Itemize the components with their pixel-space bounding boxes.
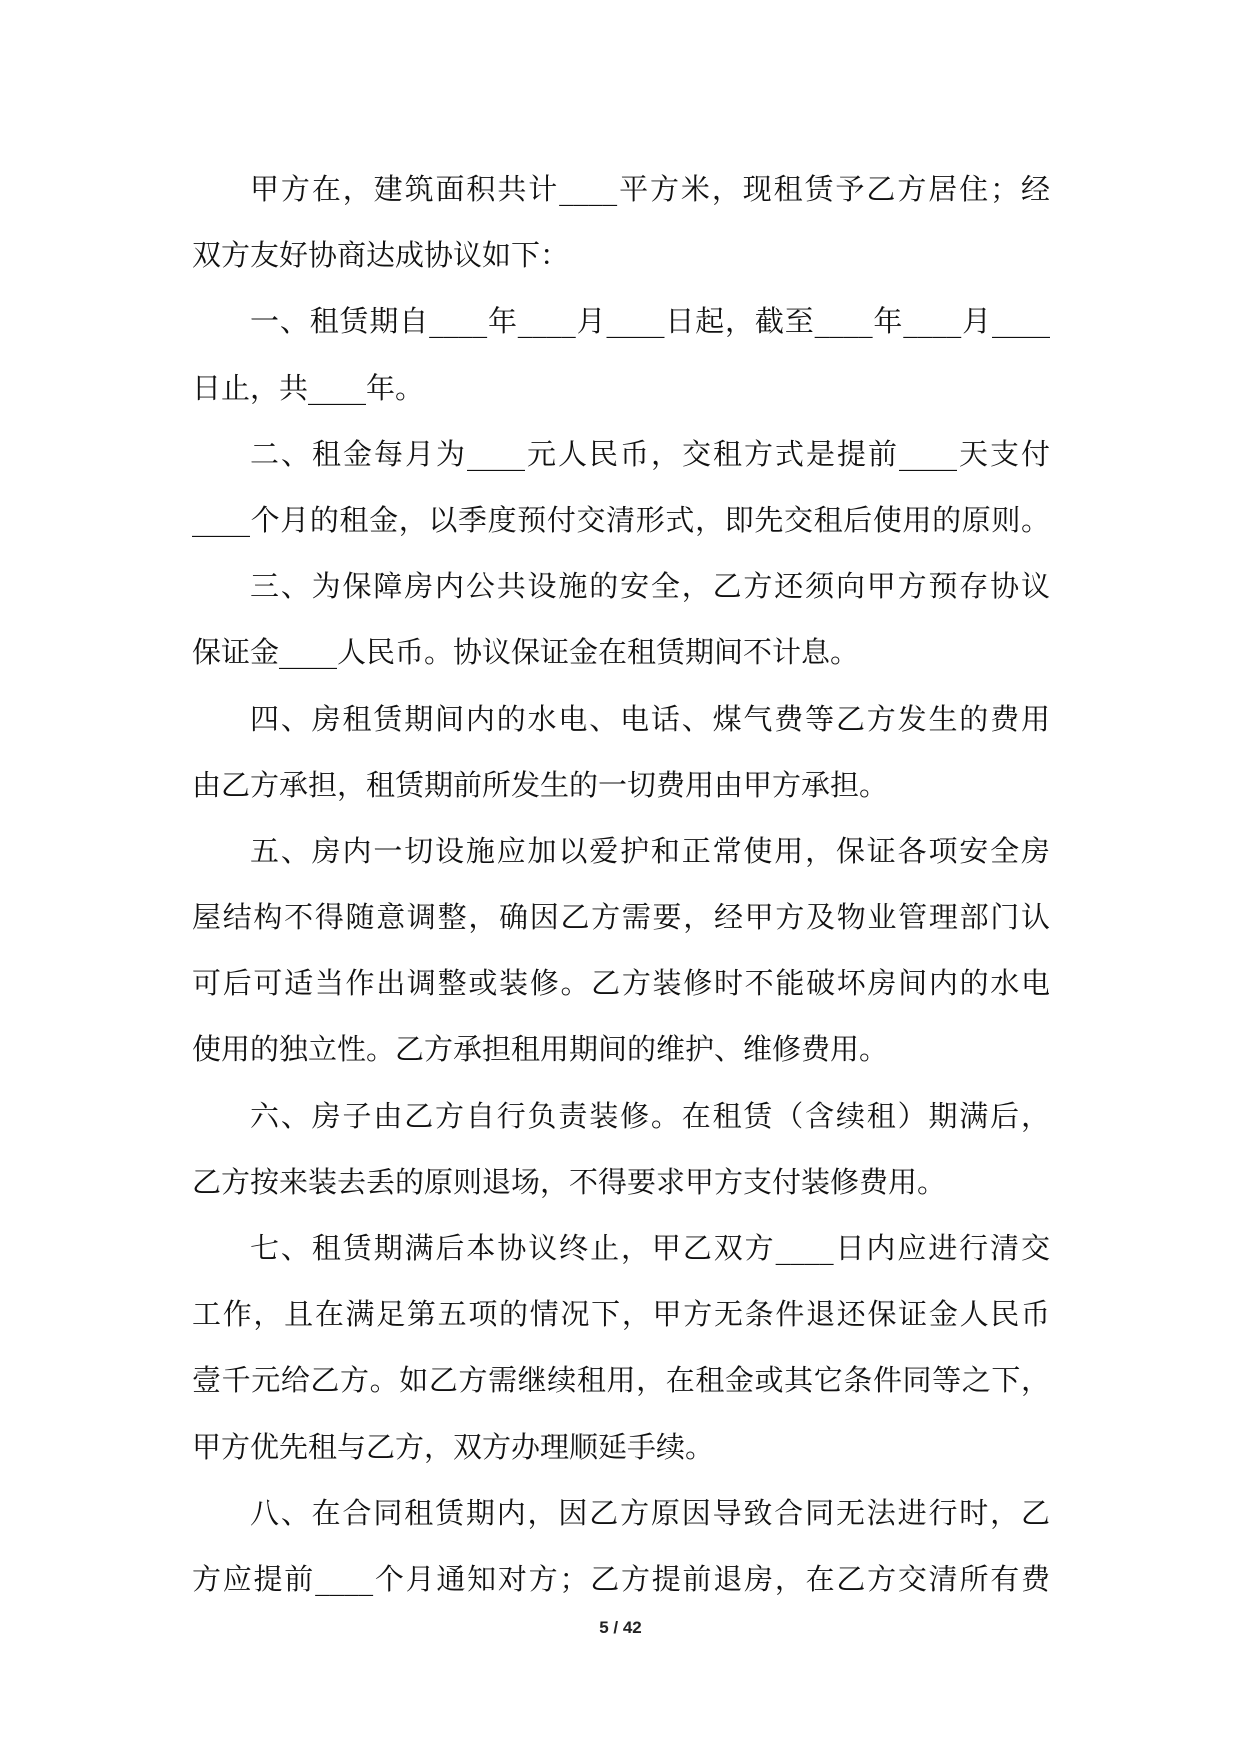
text-line: 壹千元给乙方。如乙方需继续租用，在租金或其它条件同等之下， bbox=[192, 1363, 1050, 1398]
text-line: 双方友好协商达成协议如下： bbox=[192, 238, 570, 273]
text-line: 由乙方承担，租赁期前所发生的一切费用由甲方承担。 bbox=[192, 767, 889, 802]
text-line: 四、房租赁期间内的水电、电话、煤气费等乙方发生的费用 bbox=[250, 701, 1050, 736]
text-line: 使用的独立性。乙方承担租用期间的维护、维修费用。 bbox=[192, 1032, 889, 1067]
text-line: 六、房子由乙方自行负责装修。在租赁（含续租）期满后， bbox=[250, 1098, 1050, 1133]
text-line: 一、租赁期自____年____月____日起，截至____年____月____ bbox=[250, 304, 1050, 339]
contract-body bbox=[192, 156, 1050, 1612]
text-line: 甲方优先租与乙方，双方办理顺延手续。 bbox=[192, 1429, 715, 1464]
text-line: 七、租赁期满后本协议终止，甲乙双方____日内应进行清交 bbox=[250, 1231, 1050, 1265]
text-line: 甲方在，建筑面积共计____平方米，现租赁予乙方居住；经 bbox=[250, 172, 1050, 206]
text-line: 五、房内一切设施应加以爱护和正常使用，保证各项安全房 bbox=[250, 833, 1050, 868]
text-line: 日止，共____年。 bbox=[192, 370, 425, 405]
text-line: 二、租金每月为____元人民币，交租方式是提前____天支付 bbox=[250, 436, 1050, 471]
text-line: 屋结构不得随意调整，确因乙方需要，经甲方及物业管理部门认 bbox=[192, 900, 1050, 935]
text-line: 乙方按来装去丢的原则退场，不得要求甲方支付装修费用。 bbox=[192, 1164, 947, 1199]
text-line: 三、为保障房内公共设施的安全，乙方还须向甲方预存协议 bbox=[250, 569, 1050, 604]
text-line: 可后可适当作出调整或装修。乙方装修时不能破坏房间内的水电 bbox=[192, 966, 1050, 1001]
text-line: 工作，且在满足第五项的情况下，甲方无条件退还保证金人民币 bbox=[192, 1297, 1050, 1332]
text-line: ____个月的租金，以季度预付交清形式，即先交租后使用的原则。 bbox=[192, 502, 1050, 537]
text-line: 八、在合同租赁期内，因乙方原因导致合同无法进行时，乙 bbox=[250, 1495, 1050, 1530]
text-line: 方应提前____个月通知对方；乙方提前退房，在乙方交清所有费 bbox=[192, 1561, 1050, 1596]
page-number: 5 / 42 bbox=[599, 1618, 642, 1637]
text-line: 保证金____人民币。协议保证金在租赁期间不计息。 bbox=[192, 635, 860, 670]
